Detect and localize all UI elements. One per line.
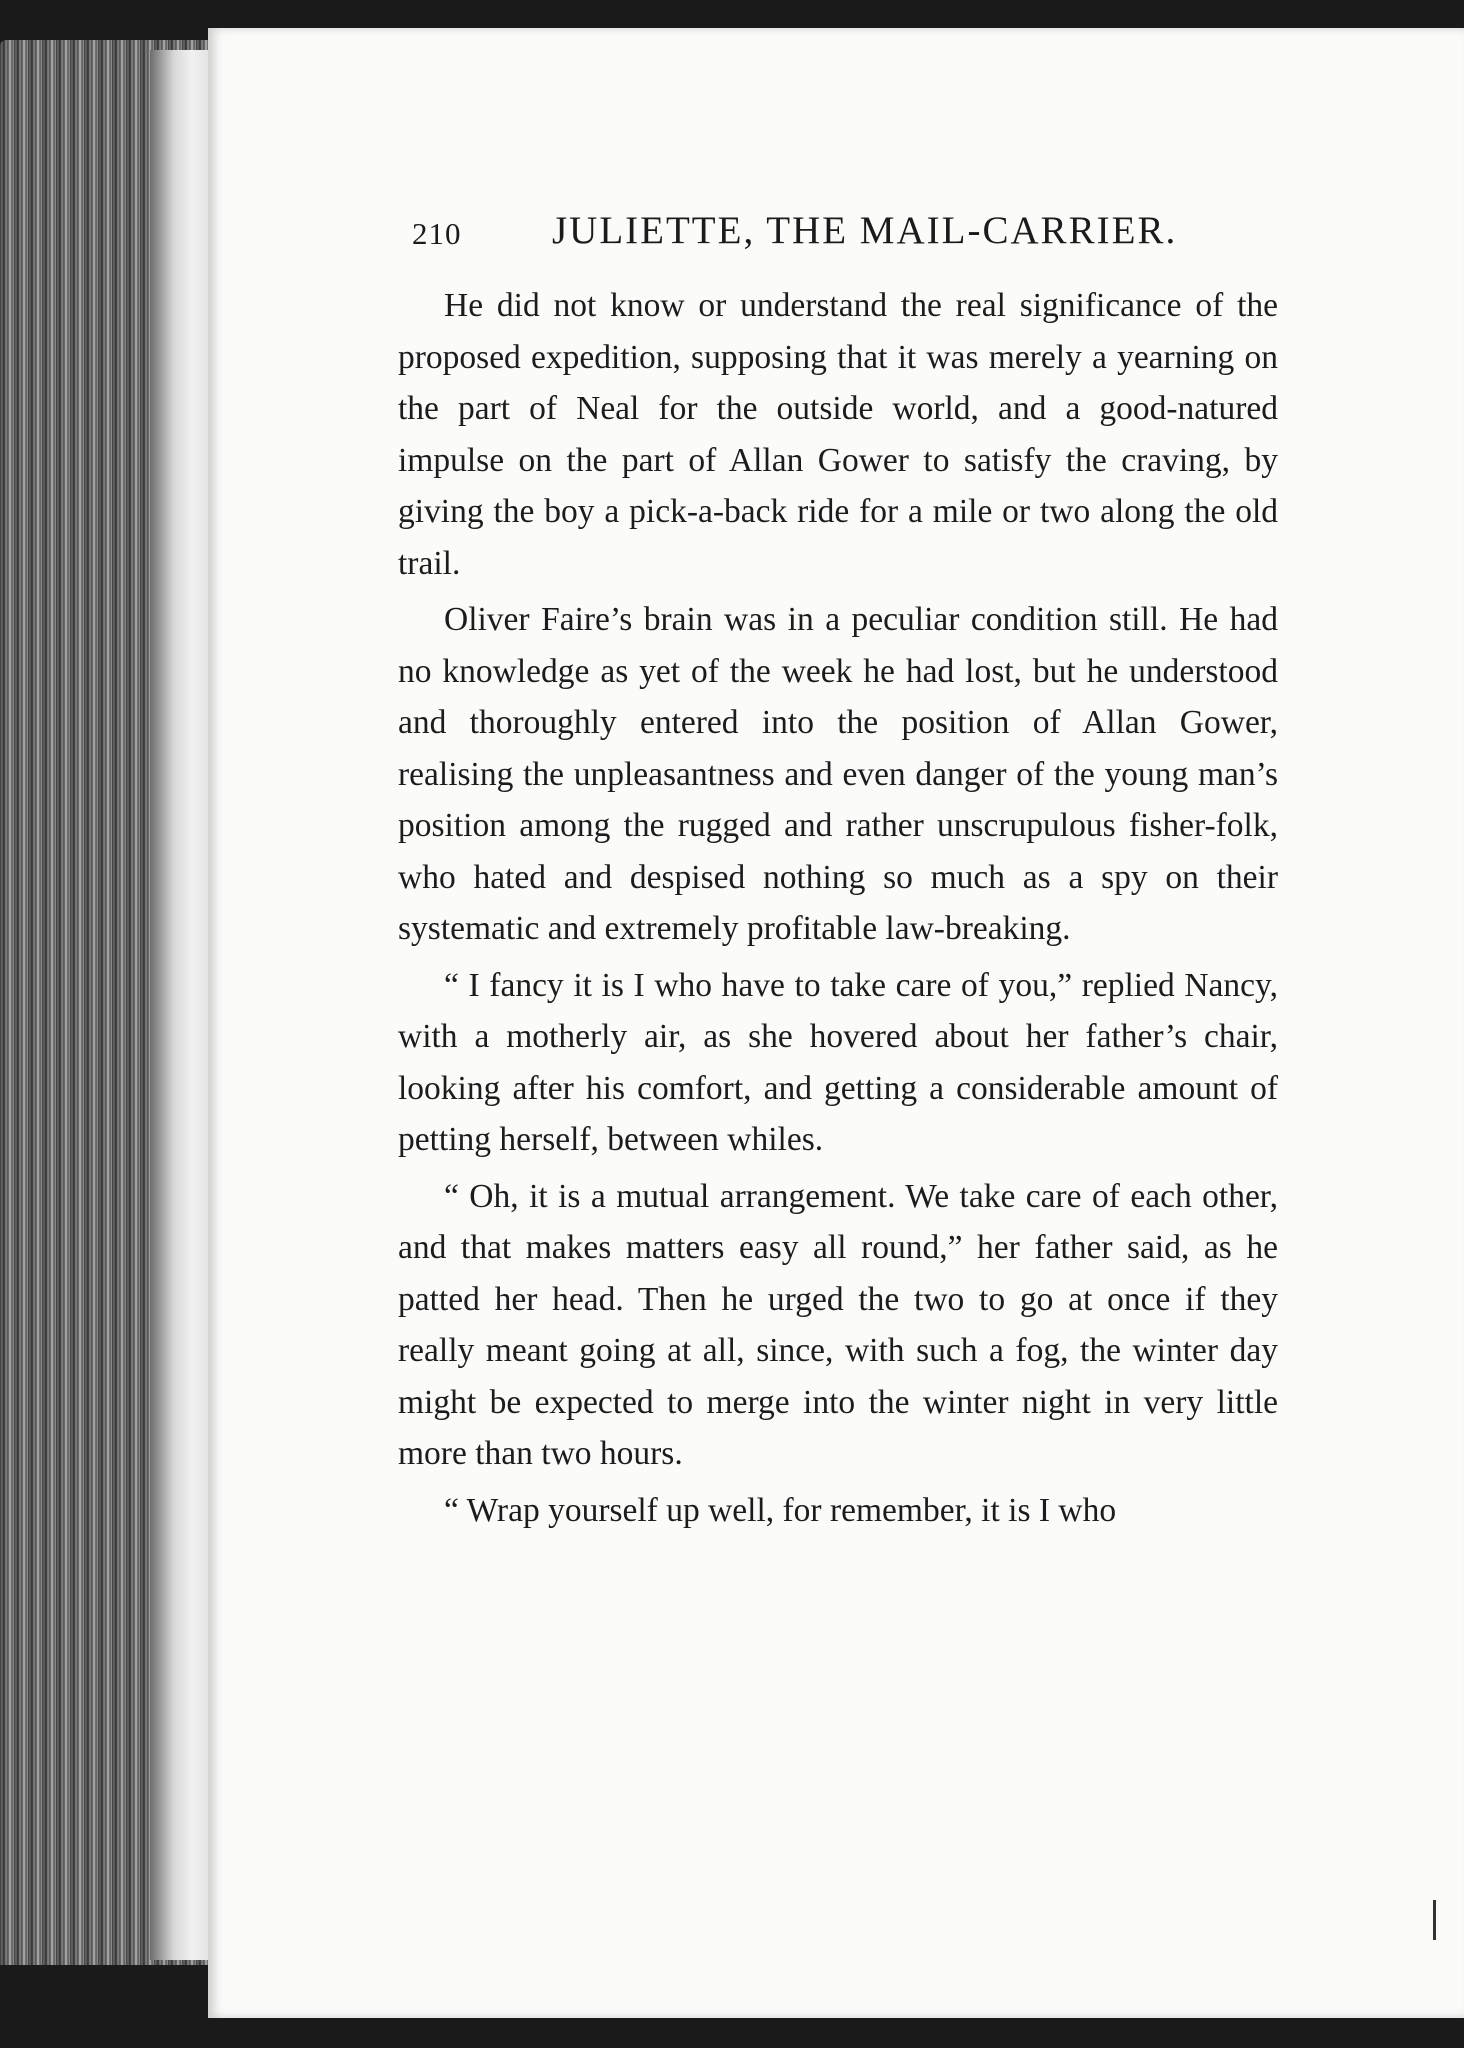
book-page-edges-highlight bbox=[150, 50, 210, 1960]
page-header bbox=[412, 208, 1262, 278]
paragraph: Oliver Faire’s brain was in a peculiar condition still. He had no knowledge as yet of the week he had lost, but he understood and thoroughly entered into the position of Allan Gower, realising the unpleasantness and even danger of the young man’s position among the rugged and rather unscrupulous fisher-folk, who hated and despised nothing so much as a spy on their systematic and extremely profitable law-breaking. bbox=[398, 601, 1278, 947]
page-edge-mark bbox=[1433, 1900, 1436, 1940]
paragraph: “ Oh, it is a mutual arrangement. We take care of each other, and that makes matters easy all round,” her father said, as he patted her head. Then he urged the two to go at once if they really meant going at all, since, with such a fog, the winter day might be expected to merge into the winter night in very little more than two hours. bbox=[398, 1177, 1278, 1472]
paragraph: “ Wrap yourself up well, for remember, it is I who bbox=[444, 1491, 1117, 1529]
paragraph: “ I fancy it is I who have to take care of you,” replied Nancy, with a motherly air, as she hovered about her father’s chair, looking after his comfort, and getting a considerable amount of petting herself, between whiles. bbox=[398, 966, 1278, 1158]
paragraph: He did not know or understand the real significance of the proposed expedition, supposing that it was merely a yearning on the part of Neal for the outside world, and a good-natured impulse on the part of Allan Gower to satisfy the craving, by giving the boy a pick-a-back ride for a mile or two along the old trail. bbox=[398, 287, 1278, 582]
running-title: JULIETTE, THE MAIL-CARRIER. bbox=[552, 209, 1178, 252]
body-text bbox=[398, 280, 1278, 1541]
page-number: 210 bbox=[412, 216, 462, 251]
